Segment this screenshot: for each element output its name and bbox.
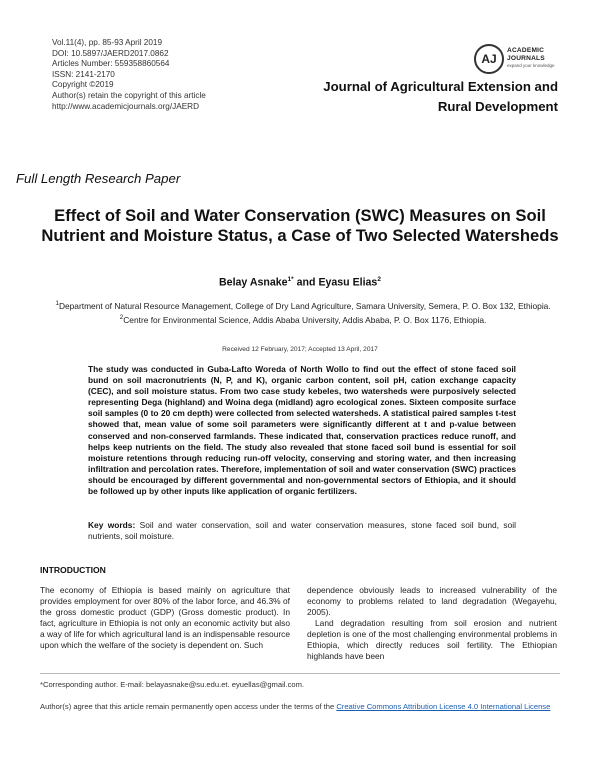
publisher-logo bbox=[474, 44, 584, 76]
article-metadata bbox=[52, 38, 206, 112]
keywords-text: Soil and water conservation, soil and water conservation measures, stone faced soil bund, soil nutrients, soil moisture. bbox=[88, 520, 516, 542]
body-column-left bbox=[40, 585, 290, 651]
logo-mark-icon: AJ bbox=[474, 44, 504, 74]
authors bbox=[40, 276, 560, 289]
corresponding-author: *Corresponding author. E-mail: belayasnake@su.edu.et. eyuellas@gmail.com. bbox=[40, 680, 305, 689]
author-affiliation-mark: 2 bbox=[377, 276, 381, 283]
journal-title: Journal of Agricultural Extension and Rural Development bbox=[323, 79, 558, 114]
keywords-label: Key words: bbox=[88, 520, 136, 530]
paper-type: Full Length Research Paper bbox=[16, 171, 181, 186]
logo-name: ACADEMIC JOURNALS bbox=[507, 47, 545, 62]
affiliation-1: $^1$Department of Natural Resource Management, College of Dry Land Agriculture, Samara University, Semera, P. O. Box 132, Ethiopia. bbox=[55, 300, 551, 311]
footnote-divider bbox=[40, 673, 560, 674]
author-name: Belay Asnake bbox=[219, 276, 288, 289]
author-separator: and bbox=[293, 276, 319, 289]
paragraph: The economy of Ethiopia is based mainly on agriculture that provides employment for over 80% of the labor force, and 46.3% of the gross domestic product (GDP) (Gross domestic product). In fact, agriculture in Ethiopia is not only an economic activity but also a way of life for which agricultural land is an indispensable resource upon which the welfare of the society is dependent on. Such bbox=[40, 585, 290, 651]
meta-article-number: Articles Number: 559358860564 bbox=[52, 59, 170, 69]
meta-url[interactable]: http://www.academicjournals.org/JAERD bbox=[52, 101, 199, 111]
received-dates: Received 12 February, 2017; Accepted 13 April, 2017 bbox=[222, 346, 378, 353]
body-column-right bbox=[307, 585, 557, 662]
keywords bbox=[88, 520, 516, 542]
logo-tagline: expand your knowledge bbox=[507, 63, 555, 68]
meta-rights: Author(s) retain the copyright of this article bbox=[52, 90, 206, 100]
affiliations bbox=[42, 298, 564, 326]
meta-copyright: Copyright ©2019 bbox=[52, 80, 114, 90]
paragraph: dependence obviously leads to increased vulnerability of the economy to problems related to land degradation (Wegayehu, 2005). bbox=[307, 585, 557, 618]
author-name: Eyasu Elias bbox=[318, 276, 378, 289]
meta-doi: DOI: 10.5897/JAERD2017.0862 bbox=[52, 48, 169, 58]
affiliation-2: $^2$Centre for Environmental Science, Addis Ababa University, Addis Ababa, P. O. Box 1176, Ethiopia. bbox=[119, 313, 487, 325]
meta-issn: ISSN: 2141-2170 bbox=[52, 69, 115, 79]
license-link[interactable]: Creative Commons Attribution License 4.0 International License bbox=[336, 702, 551, 711]
paragraph: Land degradation resulting from soil erosion and nutrient depletion is one of the most challenging environmental problems in Ethiopia, which directly reduces soil fertility. The Ethiopian highlands have been bbox=[307, 618, 557, 662]
author-affiliation-mark: 1* bbox=[287, 276, 294, 283]
license-notice: Author(s) agree that this article remain permanently open access under the terms of the Creative Commons Attribution License 4.0 International License bbox=[40, 702, 551, 711]
section-heading-introduction: INTRODUCTION bbox=[40, 565, 106, 575]
meta-volume: Vol.11(4), pp. 85-93 April 2019 bbox=[52, 38, 162, 47]
article-title: Effect of Soil and Water Conservation (SWC) Measures on Soil Nutrient and Moisture Status, a Case of Two Selected Watersheds bbox=[41, 206, 559, 245]
abstract: The study was conducted in Guba-Lafto Woreda of North Wollo to find out the effect of stone faced soil bund on soil macronutrients (N, P, and K), organic carbon content, soil pH, cation exchange capacity (CEC), and soil moisture status. From two case study kebeles, two watersheds were purposively selected representing Dega (highland) and Woina dega (midland) agro ecological zones. Sixteen composite surface soil samples (0 to 20 cm depth) were collected from selected watersheds. A statistical paired samples t-test showed that, mean value of some soil parameters were significantly different at t and p-value between conserved and non-conserved farmlands. These indicated that, conservation practices reduce runoff, and helps keep nutrients on the field. The study also revealed that stone faced soil bund is essential for soil moisture retentions through reducing run-off velocity, conserving and storing water, and then increasing infiltration and percolation rates. Therefore, implementation of soil and water conservation (SWC) practices should be encouraged by different governmental and non-governmental sectors of Ethiopia, and it should be followed up by other inputs like application of organic fertilizers. bbox=[88, 364, 516, 497]
